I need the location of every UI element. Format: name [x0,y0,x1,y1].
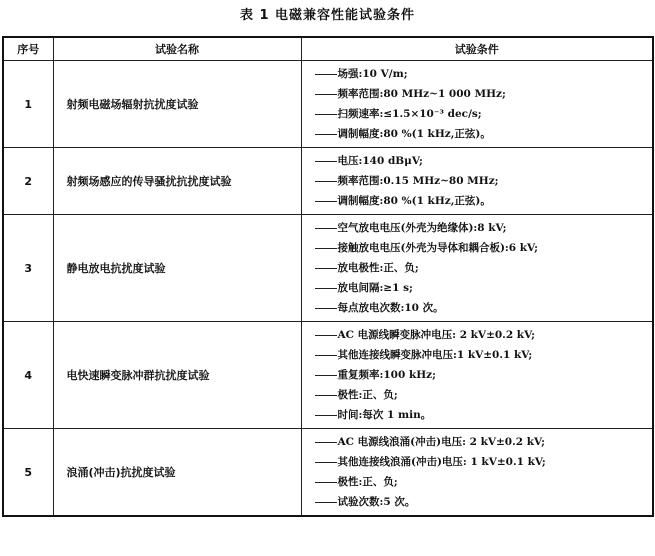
dash-marker [315,161,337,162]
dash-marker [315,482,337,483]
condition-text: 调制幅度:80 %(1 kHz,正弦)。 [337,128,491,140]
condition-item [315,258,653,278]
row-number: 5 [3,429,53,517]
test-name: 电快速瞬变脉冲群抗扰度试验 [53,322,301,429]
condition-text: 每点放电次数:10 次。 [337,302,444,314]
condition-item [315,325,653,345]
test-conditions-cell [301,215,653,322]
condition-text: AC 电源线浪涌(冲击)电压: 2 kV±0.2 kV; [337,436,545,448]
test-name: 静电放电抗扰度试验 [53,215,301,322]
condition-text: 放电极性:正、负; [337,262,419,274]
condition-item [315,405,653,425]
test-conditions-cell [301,148,653,215]
condition-item [315,472,653,492]
condition-item [315,432,653,452]
dash-marker [315,442,337,443]
row-number: 4 [3,322,53,429]
test-conditions-cell [301,429,653,517]
dash-marker [315,181,337,182]
dash-marker [315,268,337,269]
condition-text: 频率范围:80 MHz~1 000 MHz; [337,88,506,100]
condition-item [315,171,653,191]
row-number: 3 [3,215,53,322]
dash-marker [315,114,337,115]
table-title: 表 1 电磁兼容性能试验条件 [239,8,416,23]
condition-text: 时间:每次 1 min。 [337,409,432,421]
condition-item [315,492,653,512]
condition-text: 调制幅度:80 %(1 kHz,正弦)。 [337,195,491,207]
header-conditions: 试验条件 [301,37,653,61]
condition-item [315,151,653,171]
condition-item [315,365,653,385]
condition-text: 频率范围:0.15 MHz~80 MHz; [337,175,499,187]
test-conditions-cell [301,61,653,148]
condition-item [315,124,653,144]
condition-item [315,278,653,298]
condition-item [315,218,653,238]
table-row [3,61,653,148]
test-name: 射频电磁场辐射抗扰度试验 [53,61,301,148]
condition-text: 其他连接线浪涌(冲击)电压: 1 kV±0.1 kV; [337,456,546,468]
dash-marker [315,74,337,75]
condition-text: 空气放电电压(外壳为绝缘体):8 kV; [337,222,507,234]
condition-item [315,385,653,405]
dash-marker [315,94,337,95]
dash-marker [315,248,337,249]
table-row [3,429,653,517]
dash-marker [315,395,337,396]
header-name: 试验名称 [53,37,301,61]
condition-text: 重复频率:100 kHz; [337,369,436,381]
row-number: 1 [3,61,53,148]
table-body [3,61,653,517]
dash-marker [315,335,337,336]
table-row [3,215,653,322]
dash-marker [315,375,337,376]
condition-text: 其他连接线瞬变脉冲电压:1 kV±0.1 kV; [337,349,533,361]
dash-marker [315,288,337,289]
header-no: 序号 [3,37,53,61]
condition-text: 极性:正、负; [337,476,398,488]
condition-text: 极性:正、负; [337,389,398,401]
condition-text: 场强:10 V/m; [337,68,408,80]
condition-item [315,238,653,258]
table-row [3,322,653,429]
condition-item [315,452,653,472]
dash-marker [315,355,337,356]
condition-text: 放电间隔:≥1 s; [337,282,413,294]
condition-text: AC 电源线瞬变脉冲电压: 2 kV±0.2 kV; [337,329,536,341]
condition-item [315,64,653,84]
table-row [3,148,653,215]
dash-marker [315,462,337,463]
condition-text: 电压:140 dBμV; [337,155,423,167]
condition-item [315,298,653,318]
dash-marker [315,502,337,503]
row-number: 2 [3,148,53,215]
dash-marker [315,308,337,309]
dash-marker [315,201,337,202]
test-name: 射频场感应的传导骚扰抗扰度试验 [53,148,301,215]
header-row [3,37,653,61]
condition-item [315,345,653,365]
dash-marker [315,415,337,416]
condition-item [315,104,653,124]
condition-text: 扫频速率:≤1.5×10⁻³ dec/s; [337,108,482,120]
condition-text: 接触放电电压(外壳为导体和耦合板):6 kV; [337,242,539,254]
test-conditions-cell [301,322,653,429]
condition-text: 试验次数:5 次。 [337,496,416,508]
condition-item [315,191,653,211]
dash-marker [315,134,337,135]
condition-item [315,84,653,104]
dash-marker [315,228,337,229]
test-name: 浪涌(冲击)抗扰度试验 [53,429,301,517]
test-conditions-table [2,36,654,517]
